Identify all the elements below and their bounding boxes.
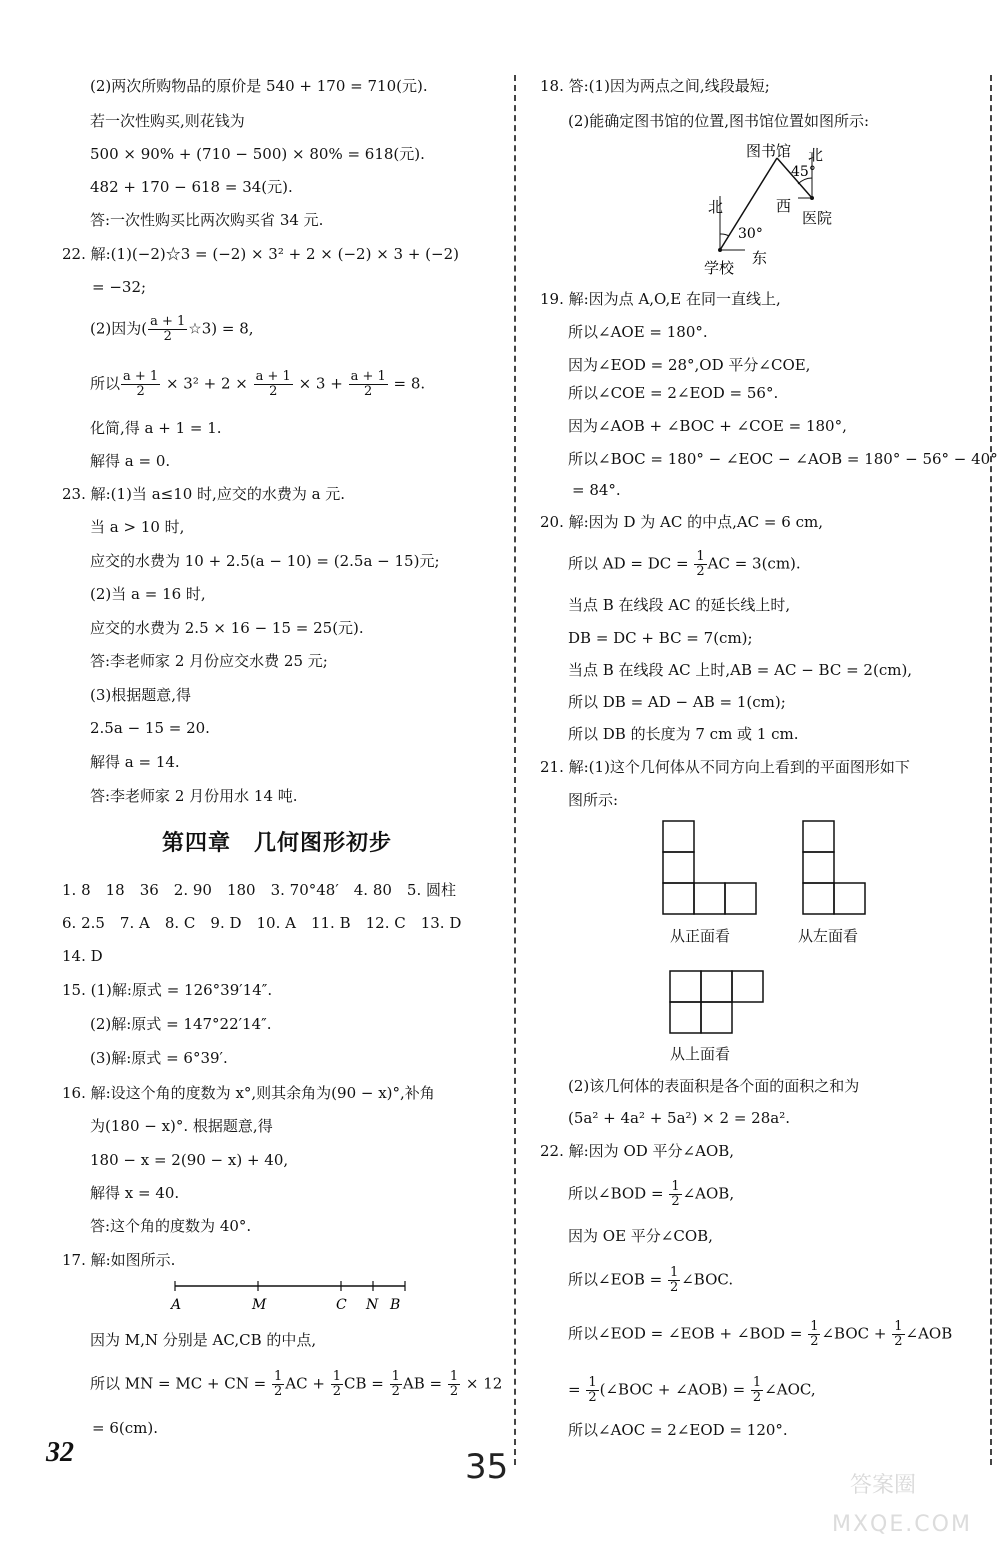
text-line: = −32; <box>92 278 147 296</box>
question-19-line: 19. 解:因为点 A,O,E 在同一直线上, <box>540 290 781 308</box>
text-line: 当点 B 在线段 AC 上时,AB = AC − BC = 2(cm), <box>568 661 913 679</box>
text-line: 应交的水费为 10 + 2.5(a − 10) = (2.5a − 15)元; <box>90 552 440 570</box>
text-line: (2)两次所购物品的原价是 540 + 170 = 710(元). <box>90 77 428 95</box>
text-line: 解得 a = 0. <box>90 452 171 470</box>
question-17-line: 17. 解:如图所示. <box>62 1251 176 1269</box>
fraction: $\frac{1}{2}$ <box>671 1179 680 1209</box>
chapter-title: 第四章 几何图形初步 <box>162 831 393 856</box>
fraction: $\frac{a + 1}{2}$ <box>350 369 386 399</box>
point-label: A <box>171 1297 182 1313</box>
text-line: 2.5a − 15 = 20. <box>90 719 210 737</box>
fraction: $\frac{a + 1}{2}$ <box>150 314 186 344</box>
text-line: 答:这个角的度数为 40°. <box>90 1217 252 1235</box>
text-line: 因为∠EOD = 28°,OD 平分∠COE, <box>568 356 811 374</box>
question-15-line: 15. (1)解:原式 = 126°39′14″. <box>62 981 273 999</box>
text-line: 180 − x = 2(90 − x) + 40, <box>90 1151 289 1169</box>
text-line: (3)解:原式 = 6°39′. <box>90 1049 228 1067</box>
text-line: 化简,得 a + 1 = 1. <box>90 419 222 437</box>
text-line: (5a² + 4a² + 5a²) × 2 = 28a². <box>568 1109 790 1127</box>
school-label: 学校 <box>704 259 735 277</box>
question-16-line: 16. 解:设这个角的度数为 x°,则其余角为(90 − x)°,补角 <box>62 1084 435 1102</box>
hospital-label: 医院 <box>802 209 833 227</box>
text-line: 482 + 170 − 618 = 34(元). <box>90 178 293 196</box>
view-caption: 从左面看 <box>798 927 859 945</box>
angle-label: 30° <box>738 226 763 242</box>
library-map-diagram <box>690 138 880 278</box>
fraction: $\frac{a + 1}{2}$ <box>123 369 159 399</box>
text-line: = 6(cm). <box>92 1419 158 1437</box>
text-line: 解得 a = 14. <box>90 753 180 771</box>
text-line: 若一次性购买,则花钱为 <box>90 112 245 130</box>
text-line: 500 × 90% + (710 − 500) × 80% = 618(元). <box>90 145 425 163</box>
question-23-line: 23. 解:(1)当 a≤10 时,应交的水费为 a 元. <box>62 485 346 503</box>
text-line: 为(180 − x)°. 根据题意,得 <box>90 1117 273 1135</box>
text-line: 所以∠COE = 2∠EOD = 56°. <box>568 384 779 402</box>
fraction: $\frac{1}{2}$ <box>810 1319 819 1349</box>
east-label: 东 <box>752 249 768 267</box>
answer-line: 14. D <box>62 947 103 965</box>
point-label: N <box>366 1297 379 1313</box>
point-label: B <box>390 1297 401 1313</box>
text-line: 答:李老师家 2 月份应交水费 25 元; <box>90 652 328 670</box>
page-number: 32 <box>46 1437 74 1468</box>
fraction: $\frac{1}{2}$ <box>669 1265 679 1295</box>
text-line: = 84°. <box>572 481 621 499</box>
answer-line: 1. 8 18 36 2. 90 180 3. 70°48′ 4. 80 5. 圆柱 <box>62 881 457 899</box>
equation-line: 所以 $\frac{a + 1}{2}$ × 3² + 2 × $\frac{a + 1}{2}$ × 3 + $\frac{a + 1}{2}$ = 8. <box>90 369 426 399</box>
text-line: 所以∠AOE = 180°. <box>568 323 708 341</box>
question-22-line: 22. 解:因为 OD 平分∠AOB, <box>540 1142 735 1160</box>
question-22-line: 22. 解:(1)(−2)☆3 = (−2) × 3² + 2 × (−2) × 3 + (−2) <box>62 245 460 263</box>
answer-line: 6. 2.5 7. A 8. C 9. D 10. A 11. B 12. C 13. D <box>62 914 462 932</box>
question-21-line: 21. 解:(1)这个几何体从不同方向上看到的平面图形如下 <box>540 758 910 776</box>
point-label: M <box>252 1297 267 1313</box>
question-18-line: 18. 答:(1)因为两点之间,线段最短; <box>540 77 770 95</box>
text-line: 因为 M,N 分别是 AC,CB 的中点, <box>90 1331 317 1349</box>
question-20-line: 20. 解:因为 D 为 AC 的中点,AC = 6 cm, <box>540 513 823 531</box>
equation-line: 所以 AD = DC = $\frac{1}{2}$ AC = 3(cm). <box>568 549 801 579</box>
fraction: $\frac{a + 1}{2}$ <box>255 369 291 399</box>
top-view-diagram <box>667 968 767 1038</box>
text-line: 当 a > 10 时, <box>90 518 185 536</box>
fraction: $\frac{1}{2}$ <box>332 1369 341 1399</box>
text-line: DB = DC + BC = 7(cm); <box>568 629 753 647</box>
watermark-site: MXQE.COM <box>832 1512 972 1537</box>
page-edge-divider <box>990 75 992 1465</box>
front-view-diagram <box>660 818 760 918</box>
text-line: (2)该几何体的表面积是各个面的面积之和为 <box>568 1077 860 1095</box>
west-label: 西 <box>776 197 792 215</box>
handwritten-number: 35 <box>465 1447 509 1487</box>
segment-diagram <box>160 1276 420 1316</box>
equation-line: 所以 MN = MC + CN = $\frac{1}{2}$ AC + $\frac{1}{2}$ CB = $\frac{1}{2}$ AB = $\frac{1}{2}$ × 12 <box>90 1369 503 1399</box>
watermark-logo: 答案圈 <box>850 1473 917 1498</box>
view-caption: 从上面看 <box>670 1045 731 1063</box>
text-line: 所以 DB 的长度为 7 cm 或 1 cm. <box>568 725 799 743</box>
text-line: 当点 B 在线段 AC 的延长线上时, <box>568 596 791 614</box>
column-divider <box>514 75 516 1465</box>
north-label: 北 <box>708 198 724 216</box>
fraction: $\frac{1}{2}$ <box>588 1375 597 1405</box>
fraction: $\frac{1}{2}$ <box>274 1369 283 1399</box>
text-line: 答:一次性购买比两次购买省 34 元. <box>90 211 324 229</box>
text-line: 应交的水费为 2.5 × 16 − 15 = 25(元). <box>90 619 364 637</box>
text-line: 因为 OE 平分∠COB, <box>568 1227 713 1245</box>
text-line: (2)能确定图书馆的位置,图书馆位置如图所示: <box>568 112 870 130</box>
equation-line: 所以∠BOD = $\frac{1}{2}$ ∠AOB, <box>568 1179 735 1209</box>
fraction: $\frac{1}{2}$ <box>696 549 705 579</box>
text-line: 答:李老师家 2 月份用水 14 吨. <box>90 787 298 805</box>
text-line: (2)当 a = 16 时, <box>90 585 206 603</box>
text-line: (2)解:原式 = 147°22′14″. <box>90 1015 272 1033</box>
fraction: $\frac{1}{2}$ <box>752 1375 762 1405</box>
text-line: 因为∠AOB + ∠BOC + ∠COE = 180°, <box>568 417 847 435</box>
angle-label: 45° <box>791 164 816 180</box>
view-caption: 从正面看 <box>670 927 731 945</box>
north-label: 北 <box>808 146 824 164</box>
equation-line: = $\frac{1}{2}$ (∠BOC + ∠AOB) = $\frac{1}{2}$ ∠AOC, <box>568 1375 816 1405</box>
fraction: $\frac{1}{2}$ <box>449 1369 459 1399</box>
text-line: 所以 DB = AD − AB = 1(cm); <box>568 693 786 711</box>
equation-line: 所以∠EOD = ∠EOB + ∠BOD = $\frac{1}{2}$ ∠BOC + $\frac{1}{2}$ ∠AOB <box>568 1319 953 1349</box>
text-line: 图所示: <box>568 791 619 809</box>
equation-line: 所以∠EOB = $\frac{1}{2}$ ∠BOC. <box>568 1265 734 1295</box>
text-line: 所以∠AOC = 2∠EOD = 120°. <box>568 1421 788 1439</box>
point-label: C <box>336 1297 347 1313</box>
fraction: $\frac{1}{2}$ <box>894 1319 903 1349</box>
text-line: (3)根据题意,得 <box>90 686 192 704</box>
text-line: 解得 x = 40. <box>90 1184 180 1202</box>
text-line: 所以∠BOC = 180° − ∠EOC − ∠AOB = 180° − 56° − 40° <box>568 450 998 468</box>
left-view-diagram <box>800 818 870 918</box>
fraction: $\frac{1}{2}$ <box>391 1369 400 1399</box>
library-label: 图书馆 <box>746 142 792 160</box>
equation-line: (2)因为( $\frac{a + 1}{2}$ ☆3) = 8, <box>90 314 254 344</box>
